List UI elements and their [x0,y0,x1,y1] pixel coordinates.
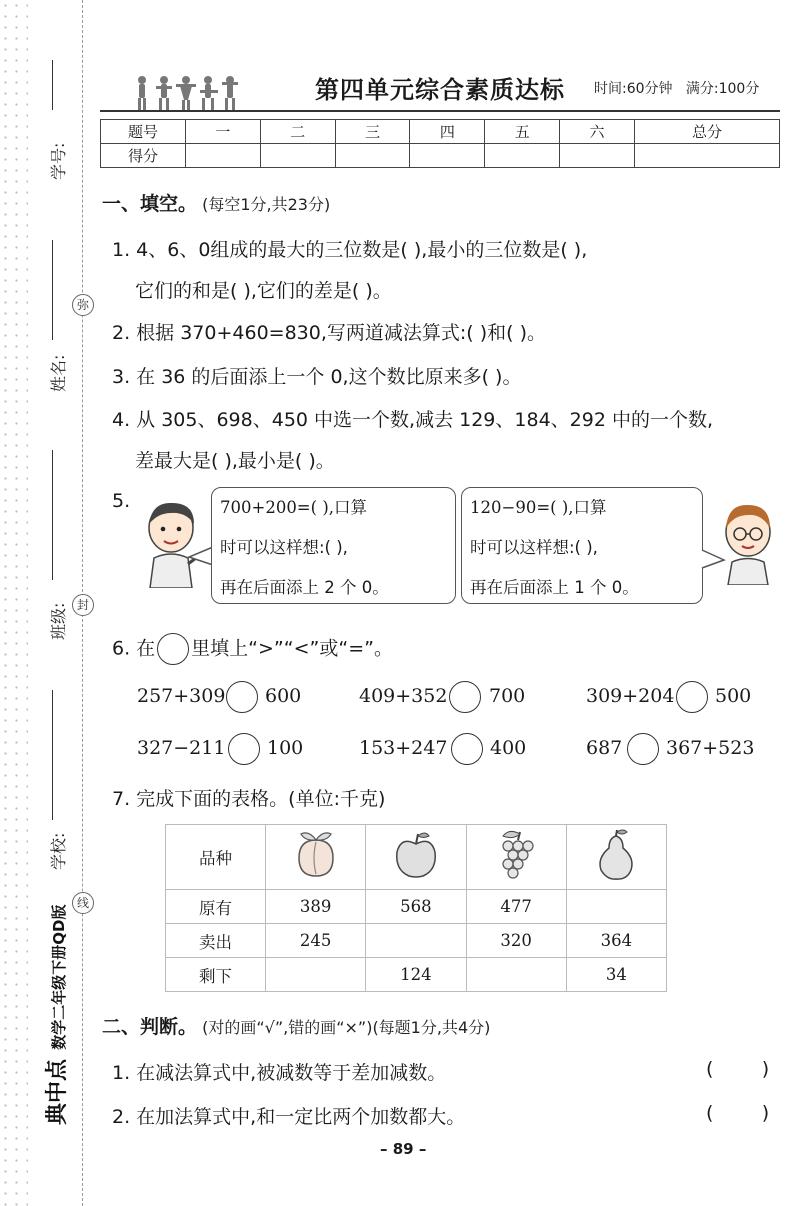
score-cell[interactable] [410,144,485,168]
compare-left: 257+309 [137,685,226,707]
compare-right: 600 [265,685,302,707]
school-label: 学校: [49,832,68,870]
score-table-header-row [101,120,780,144]
fruit-answer-cell[interactable] [366,924,466,958]
header-rule [100,110,780,112]
fruit-row-label: 剩下 [166,958,266,992]
section2-heading [102,1012,490,1039]
score-cell[interactable] [186,144,261,168]
fruit-answer-cell[interactable] [266,958,366,992]
compare-right: 500 [715,685,752,707]
score-table-score-row [101,144,780,168]
question-4-line1: 4. 从 305、698、450 中选一个数,减去 129、184、292 中的一个数, [112,409,713,431]
section2-title: 二、判断。 [102,1016,198,1038]
fruit-cell [466,825,566,890]
school-underline [52,690,53,820]
compare-right: 700 [489,685,526,707]
score-table [100,119,780,168]
score-cell[interactable] [485,144,560,168]
seal-char: 封 [72,594,94,616]
score-cell[interactable] [335,144,410,168]
brand-text: 数学二年级下册QD版 [50,904,68,1050]
seal-char: 线 [72,892,94,914]
dancing-figures-icon [132,74,242,114]
dot-pattern [0,0,28,1206]
compare-left: 409+352 [359,685,448,707]
fruit-table-row [166,958,667,992]
brand [40,905,71,1125]
fruit-value-cell: 364 [566,924,666,958]
compare-answer-circle[interactable] [451,733,483,765]
compare-right: 100 [267,737,304,759]
score-table-header: 得分 [101,144,186,168]
fruit-value-cell: 477 [466,890,566,924]
brand-logo: 典中点 [45,1058,70,1125]
compare-left: 153+247 [359,737,448,759]
question-1-line2: 它们的和是( ),它们的差是( )。 [135,280,392,302]
score-table-column: 二 [260,120,335,144]
score-cell[interactable] [560,144,635,168]
question-2: 2. 根据 370+460=830,写两道减法算式:( )和( )。 [112,322,547,344]
score-table-column: 三 [335,120,410,144]
question-6-suffix: 里填上“>”“<”或“=”。 [191,637,393,660]
bubble-right-line: 120−90=( ),口算 [470,498,607,517]
bubble-left-line: 再在后面添上 2 个 0。 [220,578,389,597]
compare-left: 309+204 [586,685,675,707]
section1-title: 一、填空。 [102,193,198,215]
boy-character-icon [138,498,208,588]
fruit-table-row [166,890,667,924]
compare-right: 400 [490,737,527,759]
score-cell[interactable] [260,144,335,168]
question-6-prefix: 6. 在 [112,637,156,660]
full-score-label: 满分:100分 [685,81,760,97]
question-1-line1: 1. 4、6、0组成的最大的三位数是( ),最小的三位数是( ), [112,239,588,261]
fruit-cell [566,825,666,890]
compare-answer-circle[interactable] [228,733,260,765]
fruit-value-cell: 34 [566,958,666,992]
score-table-column: 一 [186,120,261,144]
score-cell[interactable] [634,144,779,168]
girl-with-glasses-icon [718,500,778,585]
page-title: 第四单元综合素质达标 [315,76,565,104]
compare-left: 327−211 [137,737,226,759]
fruit-value-cell: 320 [466,924,566,958]
question-7: 7. 完成下面的表格。(单位:千克) [112,788,386,810]
fruit-table-row [166,924,667,958]
compare-right: 367+523 [666,737,755,759]
page-number: – 89 – [380,1140,427,1158]
score-table-column: 四 [410,120,485,144]
fruit-answer-cell[interactable] [466,958,566,992]
peach-icon [289,828,343,882]
section1-heading [102,189,330,216]
apple-icon [389,828,443,882]
pear-icon [589,828,643,882]
fruit-row-label: 卖出 [166,924,266,958]
fruit-value-cell: 568 [366,890,466,924]
seal-char: 弥 [72,294,94,316]
compare-answer-circle[interactable] [627,733,659,765]
compare-answer-circle[interactable] [676,681,708,713]
question-3: 3. 在 36 的后面添上一个 0,这个数比原来多( )。 [112,366,522,388]
fruit-row-label: 原有 [166,890,266,924]
exam-meta [594,78,759,98]
fruit-cell [366,825,466,890]
fruit-table-header-row [166,825,667,890]
section2-note: (对的画“√”,错的画“×”)(每题1分,共4分) [202,1018,491,1037]
class-underline [52,450,53,580]
question-6 [112,633,393,665]
fruit-value-cell: 245 [266,924,366,958]
bubble-left-line: 时可以这样想:( ), [220,538,348,557]
judge-answer-paren[interactable]: ( ) [706,1102,770,1124]
judge-question-2: 2. 在加法算式中,和一定比两个加数都大。 [112,1106,466,1128]
judge-answer-paren[interactable]: ( ) [706,1058,770,1080]
compare-left: 687 [586,737,623,759]
score-table-column: 总分 [634,120,779,144]
student-id-label: 学号: [49,142,68,180]
speech-bubble-right [461,487,703,604]
speech-bubble-left [211,487,456,604]
time-label: 时间:60分钟 [594,81,673,97]
fruit-cell [266,825,366,890]
question-5-number: 5. [112,490,131,512]
score-table-column: 五 [485,120,560,144]
fruit-answer-cell[interactable] [566,890,666,924]
compare-answer-circle[interactable] [449,681,481,713]
bubble-left-line: 700+200=( ),口算 [220,498,368,517]
class-label: 班级: [49,602,68,640]
student-id-underline [52,60,53,110]
name-underline [52,240,53,340]
bubble-right-line: 再在后面添上 1 个 0。 [470,578,639,597]
name-label: 姓名: [49,354,68,392]
compare-answer-circle[interactable] [226,681,258,713]
score-table-header: 题号 [101,120,186,144]
bubble-right-line: 时可以这样想:( ), [470,538,598,557]
fruit-table-header: 品种 [166,825,266,890]
grapes-icon [489,828,543,882]
fruit-value-cell: 124 [366,958,466,992]
score-table-column: 六 [560,120,635,144]
circle-placeholder-icon [157,633,189,665]
fruit-table [165,824,667,992]
question-4-line2: 差最大是( ),最小是( )。 [135,450,335,472]
fruit-value-cell: 389 [266,890,366,924]
section1-note: (每空1分,共23分) [202,195,331,214]
judge-question-1: 1. 在减法算式中,被减数等于差加减数。 [112,1062,447,1084]
